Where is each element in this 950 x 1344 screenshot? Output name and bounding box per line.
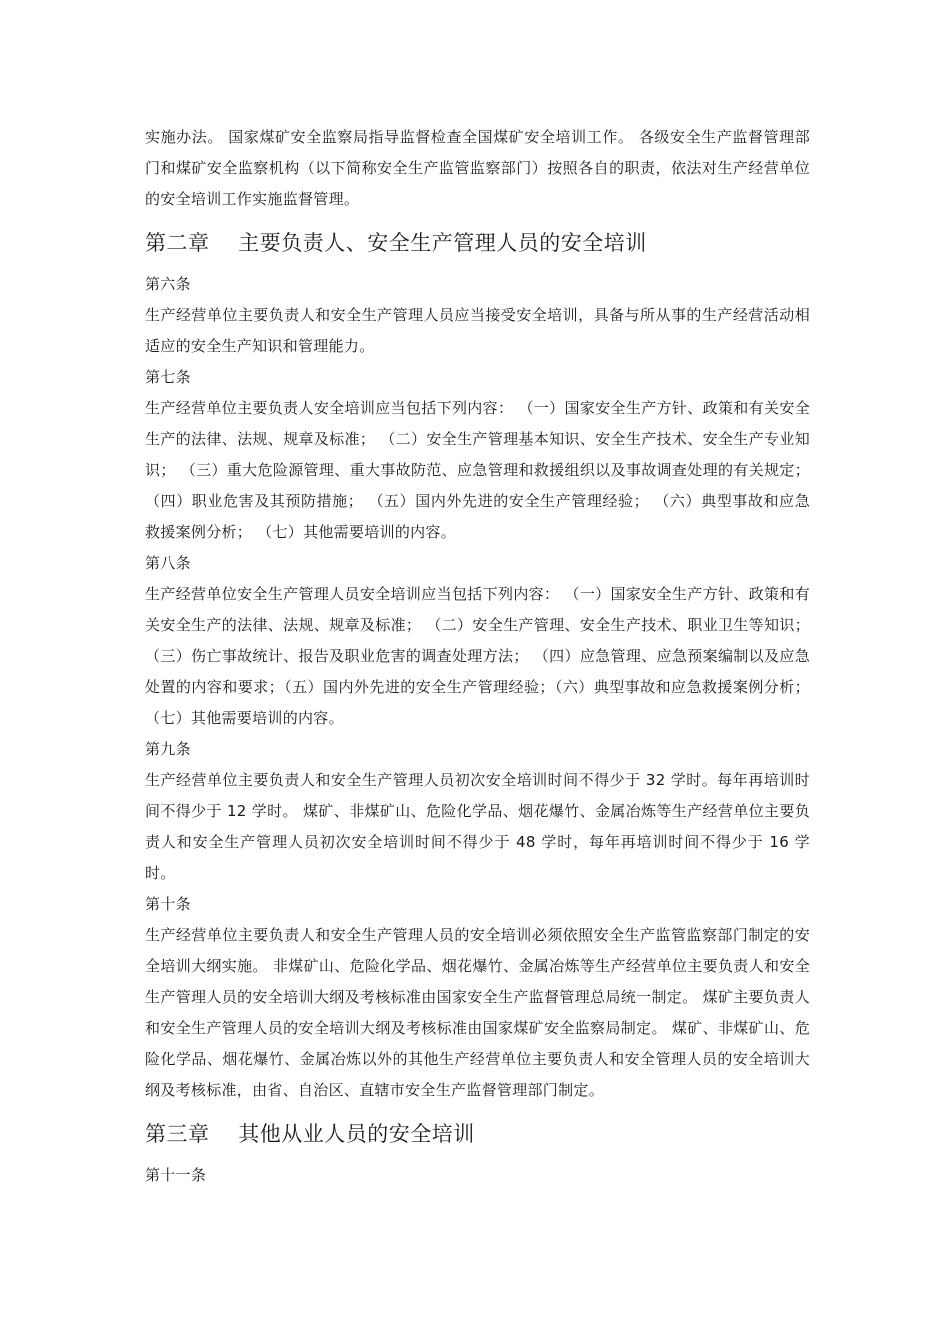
article-11-heading: 第十一条: [145, 1166, 207, 1184]
paragraph-intro-continuation: 实施办法。 国家煤矿安全监察局指导监督检查全国煤矿安全培训工作。 各级安全生产监督管理部门和煤矿安全监察机构（以下简称安全生产监管监察部门）按照各自的职责，依法对生产经营单位的安全培训工作实施监督管理。: [145, 128, 810, 208]
article-7-heading: 第七条: [145, 368, 191, 386]
article-8-heading: 第八条: [145, 554, 191, 572]
article-9-heading: 第九条: [145, 740, 191, 758]
article-9-body: 生产经营单位主要负责人和安全生产管理人员初次安全培训时间不得少于 32 学时。每年再培训时间不得少于 12 学时。 煤矿、非煤矿山、危险化学品、烟花爆竹、金属冶炼等生产经营单位主要负责人和安全生产管理人员初次安全培训时间不得少于 48 学时，每年再培训时间不得少于 16 学时。: [145, 771, 810, 882]
article-6-heading: 第六条: [145, 275, 191, 293]
article-6-body: 生产经营单位主要负责人和安全生产管理人员应当接受安全培训，具备与所从事的生产经营活动相适应的安全生产知识和管理能力。: [145, 306, 810, 355]
article-8-body: 生产经营单位安全生产管理人员安全培训应当包括下列内容： （一）国家安全生产方针、政策和有关安全生产的法律、法规、规章及标准； （二）安全生产管理、安全生产技术、职业卫生等知识； （三）伤亡事故统计、报告及职业危害的调查处理方法； （四）应急管理、应急预案编制以及应急处置的内容和要求；（五）国内外先进的安全生产管理经验；（六）典型事故和应急救援案例分析； （七）其他需要培训的内容。: [145, 585, 810, 727]
chapter-3-heading: 第三章 其他从业人员的安全培训: [145, 1122, 475, 1146]
article-10-heading: 第十条: [145, 895, 191, 913]
chapter-2-heading: 第二章 主要负责人、安全生产管理人员的安全培训: [145, 231, 647, 255]
article-10-body: 生产经营单位主要负责人和安全生产管理人员的安全培训必须依照安全生产监管监察部门制定的安全培训大纲实施。 非煤矿山、危险化学品、烟花爆竹、金属冶炼等生产经营单位主要负责人和安全生产管理人员的安全培训大纲及考核标准由国家安全生产监督管理总局统一制定。 煤矿主要负责人和安全生产管理人员的安全培训大纲及考核标准由国家煤矿安全监察局制定。 煤矿、非煤矿山、危险化学品、烟花爆竹、金属冶炼以外的其他生产经营单位主要负责人和安全管理人员的安全培训大纲及考核标准，由省、自治区、直辖市安全生产监督管理部门制定。: [145, 926, 810, 1099]
article-7-body: 生产经营单位主要负责人安全培训应当包括下列内容： （一）国家安全生产方针、政策和有关安全生产的法律、法规、规章及标准； （二）安全生产管理基本知识、安全生产技术、安全生产专业知识； （三）重大危险源管理、重大事故防范、应急管理和救援组织以及事故调查处理的有关规定； （四）职业危害及其预防措施； （五）国内外先进的安全生产管理经验； （六）典型事故和应急救援案例分析； （七）其他需要培训的内容。: [145, 399, 810, 541]
